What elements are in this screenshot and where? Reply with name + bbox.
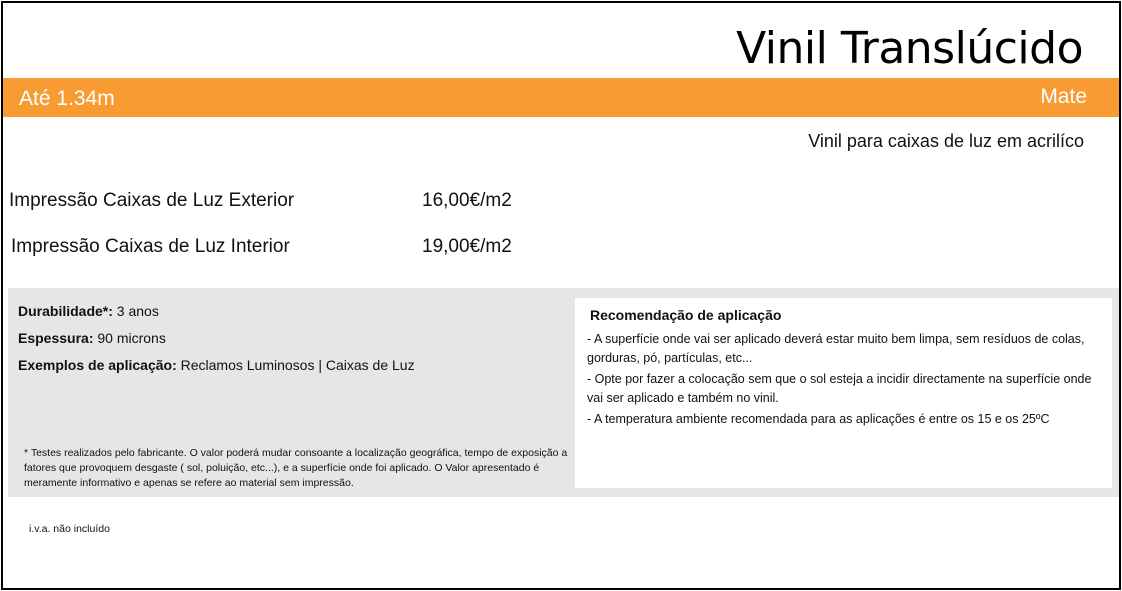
recommendation-title: Recomendação de aplicação bbox=[590, 307, 782, 323]
recommendation-item: - A superfície onde vai ser aplicado deverá estar muito bem limpa, sem resíduos de colas, gorduras, pó, partículas, etc... bbox=[587, 332, 1085, 365]
recommendation-item: - A temperatura ambiente recomendada para as aplicações é entre os 15 e os 25ºC bbox=[587, 412, 1050, 426]
test-footnote: * Testes realizados pelo fabricante. O valor poderá mudar consoante a localização geográfica, tempo de exposição a fatores que provoquem desgaste ( sol, poluição, etc...), e a superfície onde foi aplicado. O Valor apresentado é meramente informativo e apenas se refere ao material sem impressão. bbox=[24, 447, 568, 489]
thickness-spec bbox=[18, 330, 415, 346]
price-value: 16,00€/m2 bbox=[422, 190, 512, 211]
examples-spec bbox=[18, 357, 415, 373]
price-name: Impressão Caixas de Luz Interior bbox=[11, 236, 290, 257]
durability-label: Durabilidade*: bbox=[18, 303, 113, 319]
product-sheet bbox=[1, 1, 1121, 590]
durability-spec bbox=[18, 303, 415, 319]
vat-note: i.v.a. não incluído bbox=[29, 523, 110, 535]
price-row bbox=[3, 236, 563, 266]
recommendation-box bbox=[575, 298, 1112, 488]
thickness-value: 90 microns bbox=[97, 330, 166, 346]
size-finish-bar bbox=[3, 78, 1119, 117]
price-value: 19,00€/m2 bbox=[422, 236, 512, 257]
recommendation-item: - Opte por fazer a colocação sem que o sol esteja a incidir directamente na superfície onde vai ser aplicado e também no vinil. bbox=[587, 372, 1092, 405]
product-subtitle: Vinil para caixas de luz em acrilíco bbox=[808, 131, 1084, 151]
examples-label: Exemplos de aplicação: bbox=[18, 357, 177, 373]
price-name: Impressão Caixas de Luz Exterior bbox=[9, 190, 295, 211]
thickness-label: Espessura: bbox=[18, 330, 94, 346]
durability-value: 3 anos bbox=[116, 303, 159, 319]
specs-list bbox=[18, 303, 415, 384]
max-width-label: Até 1.34m bbox=[19, 87, 115, 110]
page-title: Vinil Translúcido bbox=[736, 23, 1083, 74]
price-row bbox=[3, 190, 563, 220]
examples-value: Reclamos Luminosos | Caixas de Luz bbox=[180, 357, 415, 373]
recommendation-list bbox=[587, 330, 1109, 432]
finish-label: Mate bbox=[1040, 85, 1087, 108]
